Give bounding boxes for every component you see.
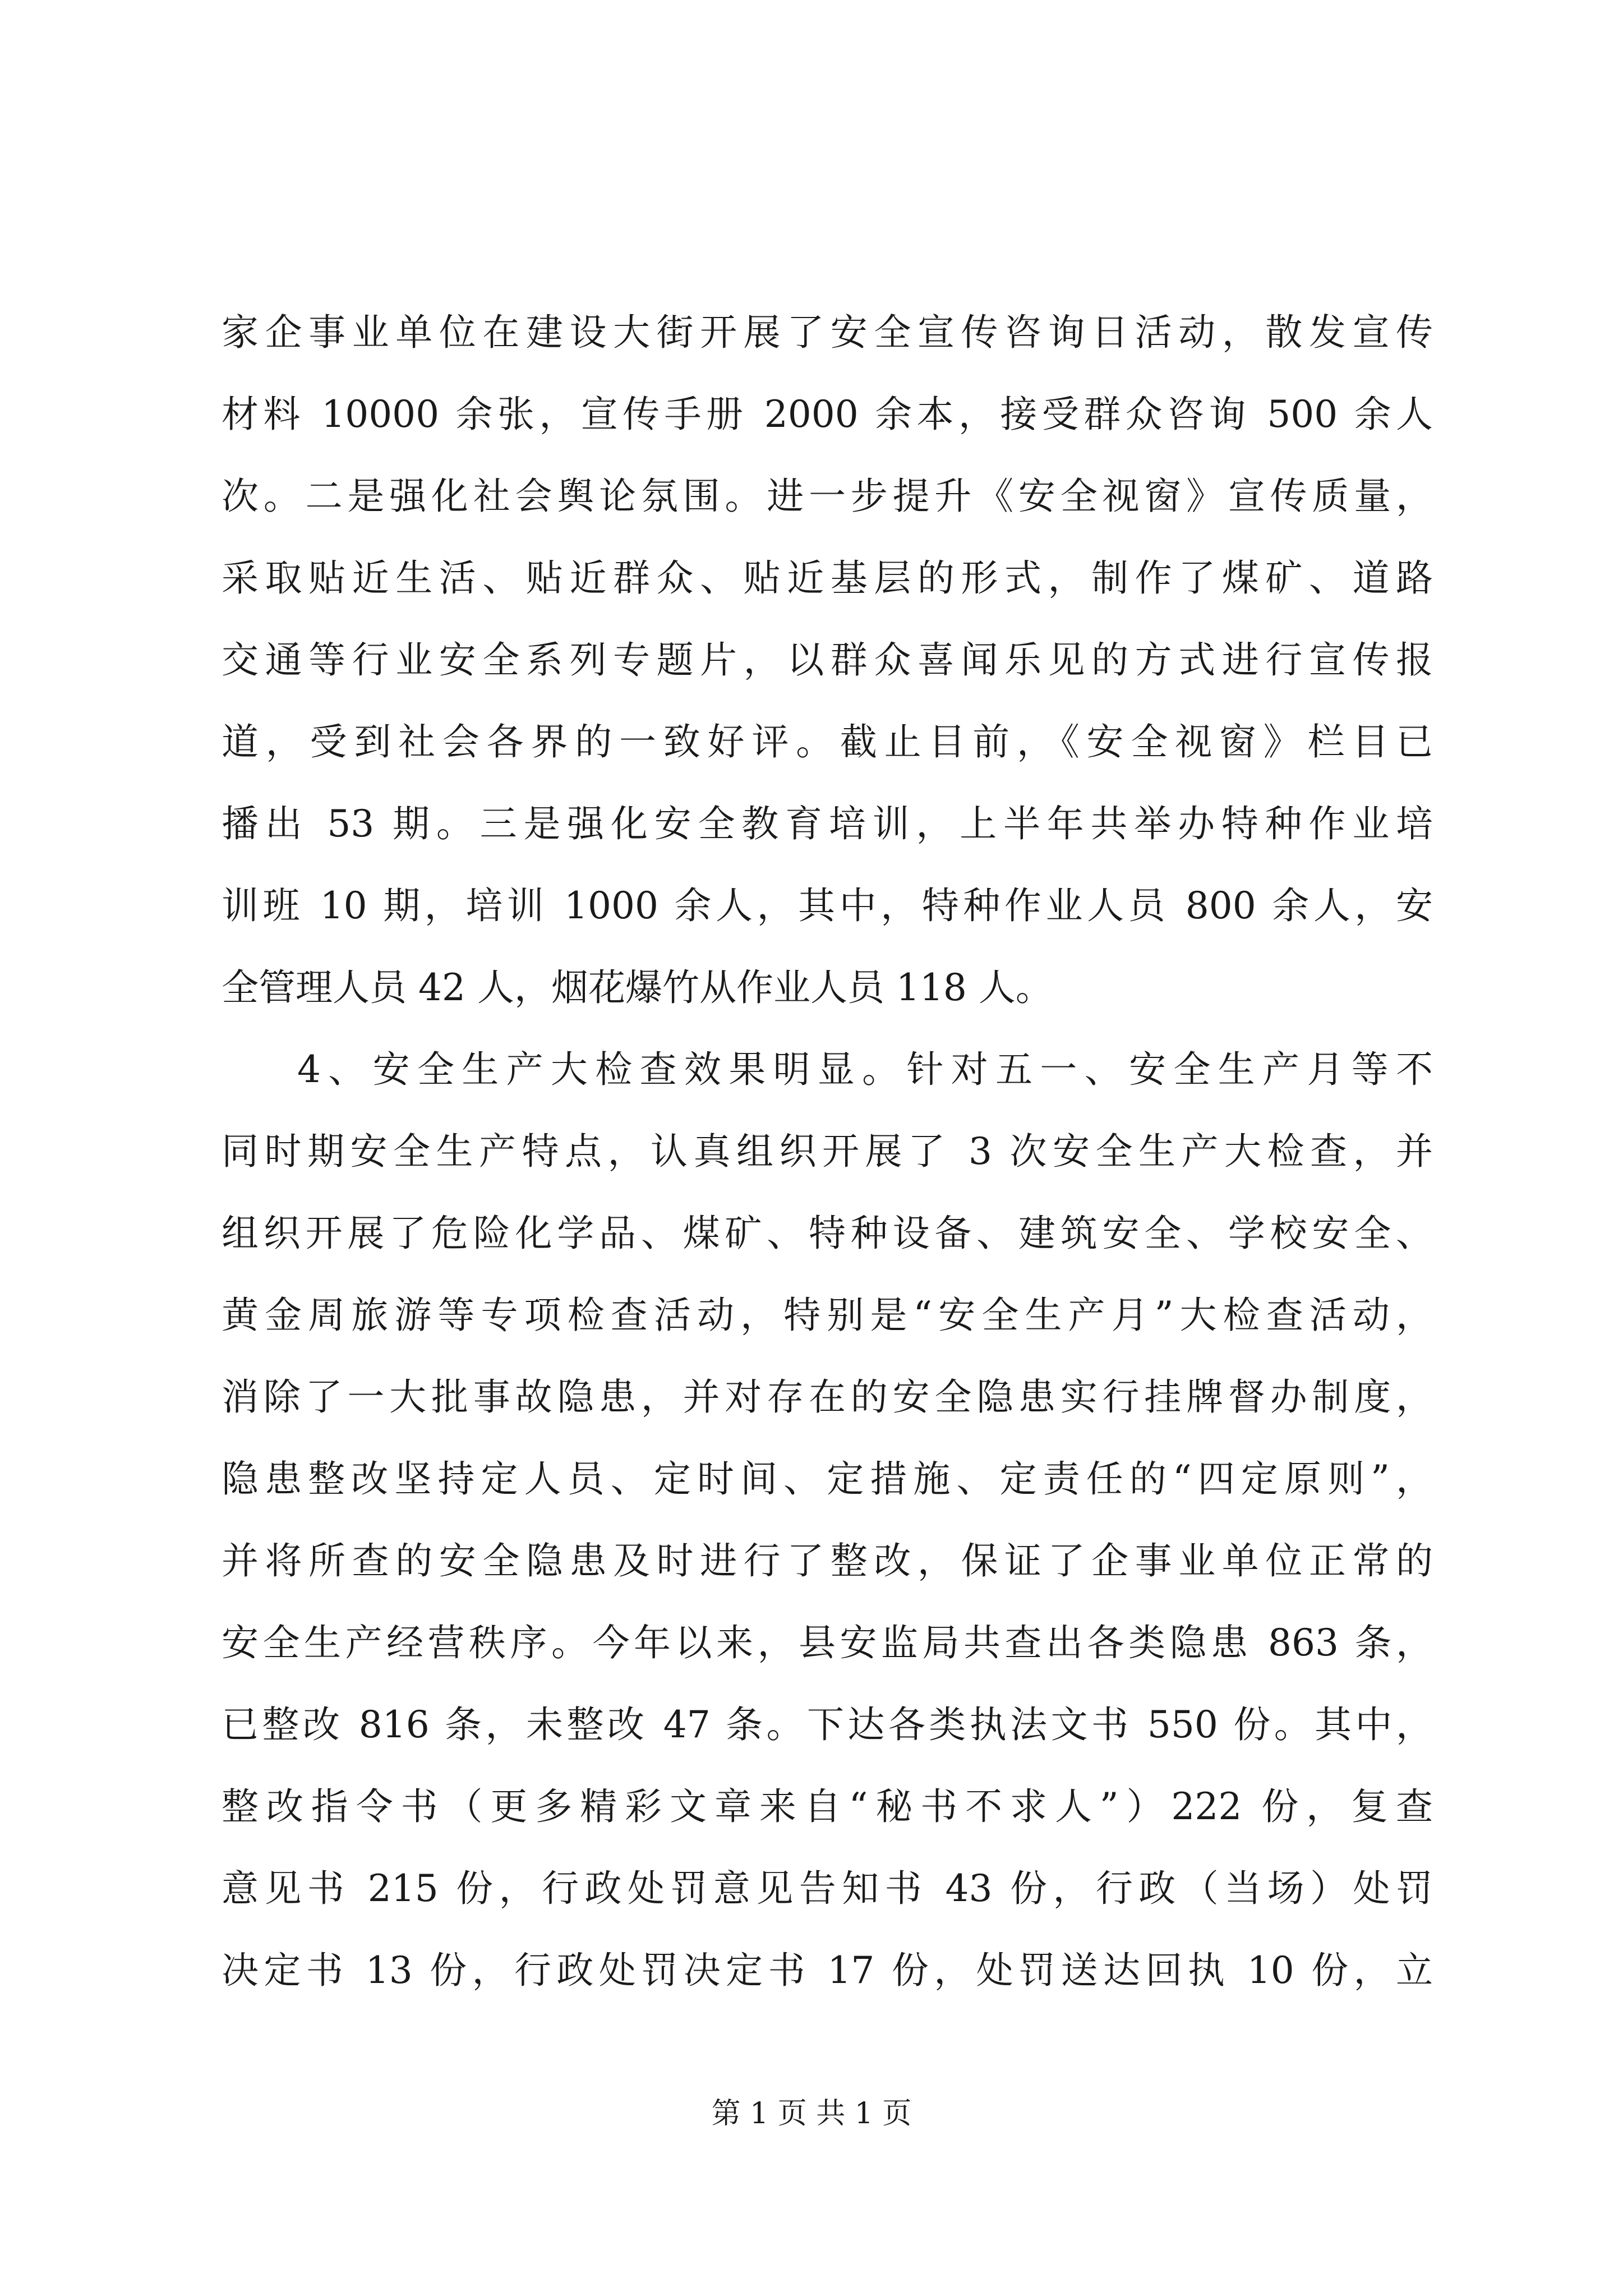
text-line-13: 黄金周旅游等专项检查活动，特别是“安全生产月”大检查活动， [222,1294,1433,1337]
text-line-6: 道，受到社会各界的一致好评。截止目前，《安全视窗》栏目已 [222,720,1433,763]
text-line-9: 全管理人员 42 人，烟花爆竹从作业人员 118 人。 [222,966,1053,1009]
text-line-20: 意见书 215 份，行政处罚意见告知书 43 份，行政（当场）处罚 [222,1867,1433,1910]
text-line-19: 整改指令书（更多精彩文章来自“秘书不求人”）222 份，复查 [222,1785,1433,1828]
page-number-label: 第 1 页 共 1 页 [711,2097,912,2131]
text-line-4: 采取贴近生活、贴近群众、贴近基层的形式，制作了煤矿、道路 [222,556,1433,600]
text-line-3: 次。二是强化社会舆论氛围。进一步提升《安全视窗》宣传质量， [222,475,1433,518]
text-line-17: 安全生产经营秩序。今年以来，县安监局共查出各类隐患 863 条， [222,1621,1433,1664]
text-line-10: 4、安全生产大检查效果明显。针对五一、安全生产月等不 [297,1048,1433,1091]
text-line-5: 交通等行业安全系列专题片，以群众喜闻乐见的方式进行宣传报 [222,638,1433,682]
text-line-11: 同时期安全生产特点，认真组织开展了 3 次安全生产大检查，并 [222,1130,1433,1173]
page-footer [0,2096,1623,2132]
text-line-14: 消除了一大批事故隐患，并对存在的安全隐患实行挂牌督办制度， [222,1375,1433,1419]
text-line-7: 播出 53 期。三是强化安全教育培训，上半年共举办特种作业培 [222,802,1433,845]
text-line-15: 隐患整改坚持定人员、定时间、定措施、定责任的“四定原则”， [222,1457,1433,1501]
text-line-2: 材料 10000 余张，宣传手册 2000 余本，接受群众咨询 500 余人 [222,393,1433,436]
text-line-21: 决定书 13 份，行政处罚决定书 17 份，处罚送达回执 10 份，立 [222,1949,1433,1992]
text-line-16: 并将所查的安全隐患及时进行了整改，保证了企事业单位正常的 [222,1539,1433,1582]
text-line-1: 家企事业单位在建设大街开展了安全宣传咨询日活动，散发宣传 [222,311,1433,354]
text-line-12: 组织开展了危险化学品、煤矿、特种设备、建筑安全、学校安全、 [222,1212,1433,1255]
text-line-8: 训班 10 期，培训 1000 余人，其中，特种作业人员 800 余人，安 [222,884,1433,927]
text-line-18: 已整改 816 条，未整改 47 条。下达各类执法文书 550 份。其中， [222,1703,1433,1746]
